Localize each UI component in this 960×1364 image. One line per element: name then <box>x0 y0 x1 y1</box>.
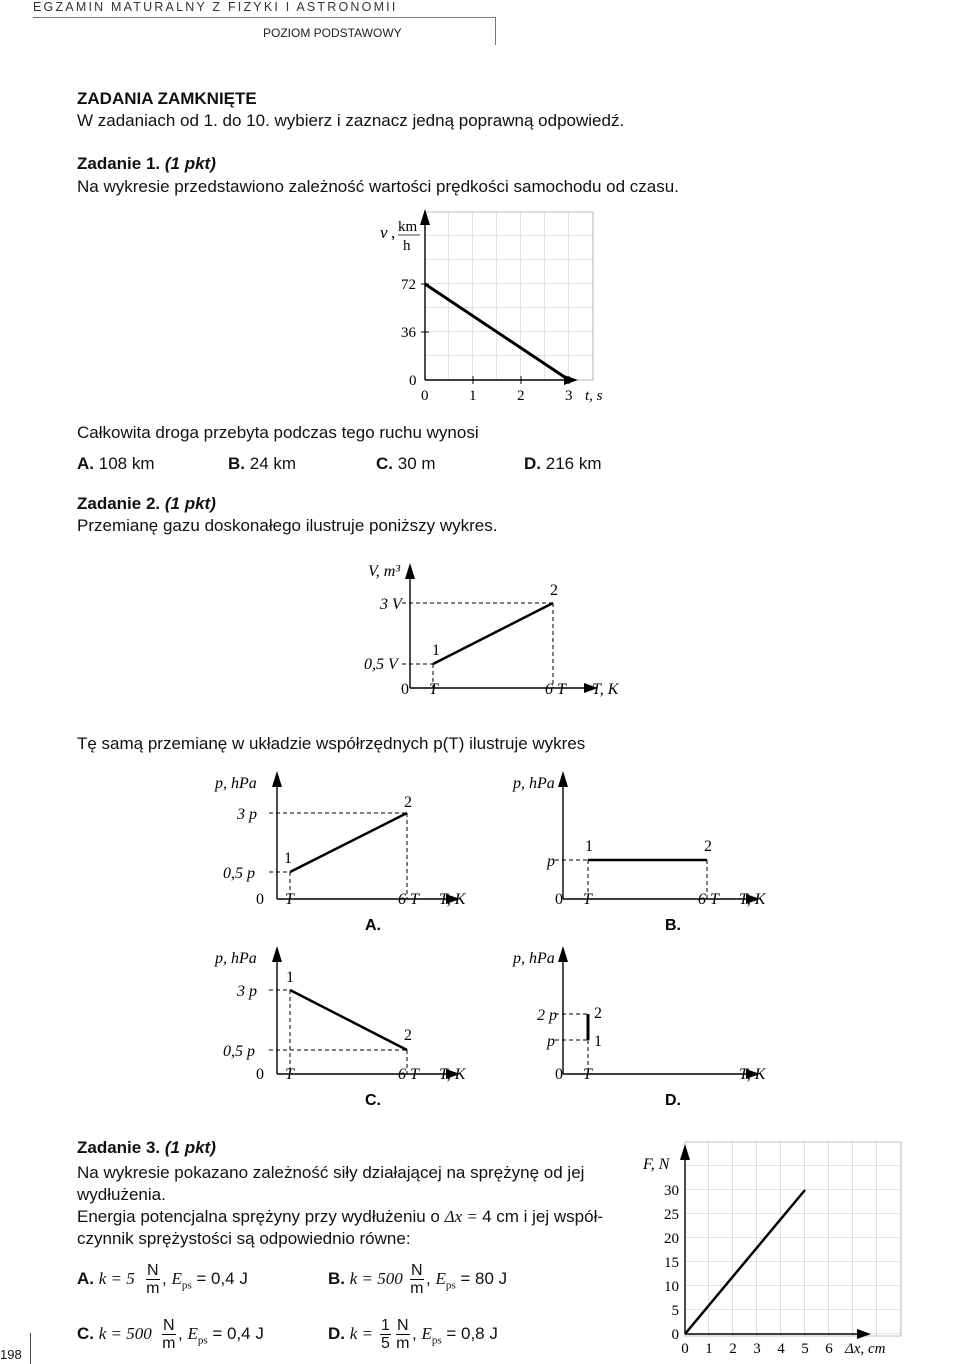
task3-heading <box>77 1137 216 1159</box>
energy-a: , $E_{ps} = 0,4$ J <box>162 1269 248 1292</box>
page-number: 198 <box>0 1347 22 1362</box>
x-tick: 6 <box>825 1341 833 1357</box>
task3-text-3: Energia potencjalna sprężyny przy wydłużeniu o Δx = 4 cm i jej współ- <box>77 1207 604 1226</box>
task3-option-a[interactable]: A. k = 5 <box>77 1269 135 1288</box>
point-1-label: 1 <box>286 969 294 986</box>
option-letter: A. <box>365 917 381 934</box>
y-tick: 30 <box>664 1183 679 1199</box>
task2-title: Zadanie 2. <box>77 494 161 513</box>
y-axis-label: p, hPa <box>215 950 257 967</box>
grid <box>425 212 593 380</box>
x-tick-6t: 6 T <box>698 891 719 908</box>
y-axis-label: p, hPa <box>513 775 555 792</box>
x-tick-0: 0 <box>401 681 409 698</box>
v-comma: , <box>391 223 396 242</box>
energy-d: , $E_{ps} = 0,8$ J <box>412 1324 498 1347</box>
task3-text-2: wydłużenia. <box>77 1185 166 1204</box>
x-tick-6t: 6 T <box>545 681 566 698</box>
unit-fraction: N m <box>146 1262 160 1297</box>
process-line <box>433 603 553 664</box>
y-tick: 10 <box>664 1279 679 1295</box>
x-tick-t: T <box>285 891 294 908</box>
x-tick-0: 0 <box>256 891 264 908</box>
y-tick-05v: 0,5 V <box>364 656 398 673</box>
y-axis-arrow-icon <box>272 771 282 787</box>
y-tick: 25 <box>664 1207 679 1223</box>
task3-title: Zadanie 3. <box>77 1138 161 1157</box>
x-axis-label: T, K <box>739 1066 766 1083</box>
energy-c: , $E_{ps} = 0,4$ J <box>178 1324 264 1347</box>
task2-vt-chart <box>340 555 640 705</box>
process-line <box>290 990 407 1050</box>
x-axis-label: T, K <box>439 891 466 908</box>
x-tick-3: 3 <box>565 388 573 404</box>
x-tick-t: T <box>583 1066 592 1083</box>
y-tick-3v: 3 V <box>380 596 402 613</box>
task3-force-chart <box>635 1140 910 1364</box>
task3-option-c[interactable]: C. k = 500 <box>77 1324 152 1343</box>
energy-b: , $E_{ps} = 80$ J <box>426 1269 508 1292</box>
x-tick-6t: 6 T <box>398 891 419 908</box>
x-tick: 5 <box>801 1341 809 1357</box>
exam-level: POZIOM PODSTAWOWY <box>263 26 402 40</box>
task3-text-4: czynnik sprężystości są odpowiednio równe: <box>77 1229 411 1248</box>
x-tick-0: 0 <box>256 1066 264 1083</box>
x-tick: 0 <box>681 1341 689 1357</box>
x-tick: 2 <box>729 1341 737 1357</box>
x-tick-2: 2 <box>517 388 525 404</box>
y-tick-0: 0 <box>409 373 417 389</box>
point-1-label: 1 <box>284 850 292 867</box>
y-tick: 20 <box>664 1231 679 1247</box>
y-tick: 5 <box>671 1303 679 1319</box>
y-tick: 15 <box>664 1255 679 1271</box>
x-tick-t: T <box>429 681 438 698</box>
y-tick: 0 <box>671 1327 679 1343</box>
exam-header: EGZAMIN MATURALNY Z FIZYKI I ASTRONOMII <box>33 0 398 14</box>
x-tick-0: 0 <box>421 388 429 404</box>
x-tick-1: 1 <box>469 388 477 404</box>
y-axis-label: F, N <box>643 1156 670 1173</box>
task2-points: (1 pkt) <box>164 494 216 513</box>
option-letter: B. <box>665 917 681 934</box>
y-tick: p <box>547 853 555 870</box>
x-axis-label: T, K <box>439 1066 466 1083</box>
task1-option-a[interactable]: A. 108 km <box>77 454 155 473</box>
task1-option-d[interactable]: D. 216 km <box>524 454 602 473</box>
y-tick: 2 p <box>537 1007 557 1024</box>
y-axis-label: p, hPa <box>215 775 257 792</box>
x-tick-6t: 6 T <box>398 1066 419 1083</box>
x-tick-t: T <box>583 891 592 908</box>
task3-points: (1 pkt) <box>164 1138 216 1157</box>
v-unit-num: km <box>398 219 418 235</box>
task1-heading <box>77 153 216 175</box>
y-tick-72: 72 <box>401 277 416 293</box>
y-tick: 3 p <box>237 806 257 823</box>
task2-option-c-chart[interactable] <box>195 940 485 1115</box>
x-tick-0: 0 <box>555 891 563 908</box>
task2-option-b-chart[interactable] <box>495 765 785 940</box>
y-axis-label: p, hPa <box>513 950 555 967</box>
x-tick-t: T <box>285 1066 294 1083</box>
y-axis-arrow-icon <box>558 946 568 962</box>
y-tick: 0,5 p <box>223 1043 255 1060</box>
y-axis-arrow-icon <box>558 771 568 787</box>
v-label: v <box>380 223 388 242</box>
unit-fraction: N m <box>410 1262 424 1297</box>
task1-option-c[interactable]: C. 30 m <box>376 454 436 473</box>
x-axis-label: t, s <box>585 388 603 404</box>
page-number-rule <box>30 1333 31 1364</box>
y-axis-label: V, m³ <box>368 563 401 580</box>
option-letter: C. <box>365 1092 381 1109</box>
section-title: ZADANIA ZAMKNIĘTE <box>77 89 257 108</box>
point-1-label: 1 <box>594 1033 602 1050</box>
x-tick-0: 0 <box>555 1066 563 1083</box>
v-unit-den: h <box>403 238 411 254</box>
x-tick: 4 <box>777 1341 785 1357</box>
y-tick: 0,5 p <box>223 865 255 882</box>
task2-option-a-chart[interactable] <box>195 765 485 940</box>
k-fraction: 1 5 <box>381 1317 390 1352</box>
point-1-label: 1 <box>585 838 593 855</box>
point-2-label: 2 <box>594 1005 602 1022</box>
x-axis-label: T, K <box>592 681 619 698</box>
task2-heading <box>77 493 216 515</box>
task1-text: Na wykresie przedstawiono zależność wartości prędkości samochodu od czasu. <box>77 177 679 196</box>
point-2-label: 2 <box>404 794 412 811</box>
task2-text: Przemianę gazu doskonałego ilustruje poniższy wykres. <box>77 516 498 535</box>
y-tick-36: 36 <box>401 325 416 341</box>
task3-text-1: Na wykresie pokazano zależność siły działającej na sprężynę od jej <box>77 1163 585 1182</box>
y-axis-arrow-icon <box>405 563 415 579</box>
section-instruction: W zadaniach od 1. do 10. wybierz i zaznacz jedną poprawną odpowiedź. <box>77 111 625 130</box>
task2-question: Tę samą przemianę w układzie współrzędnych p(T) ilustruje wykres <box>77 734 586 753</box>
task1-velocity-chart <box>360 205 620 405</box>
y-tick: 3 p <box>237 983 257 1000</box>
y-tick: p <box>547 1033 555 1050</box>
task1-question: Całkowita droga przebyta podczas tego ruchu wynosi <box>77 423 479 442</box>
option-letter: D. <box>665 1092 681 1109</box>
point-2-label: 2 <box>704 838 712 855</box>
x-tick: 1 <box>705 1341 713 1357</box>
x-axis-label: Δx, cm <box>845 1341 886 1357</box>
task1-option-b[interactable]: B. 24 km <box>228 454 297 473</box>
point-2-label: 2 <box>404 1027 412 1044</box>
header-rule-vertical <box>495 17 496 45</box>
header-rule <box>33 17 496 18</box>
task2-option-d-chart[interactable] <box>495 940 785 1115</box>
task3-option-d[interactable]: D. k = <box>328 1324 374 1343</box>
point-2-label: 2 <box>550 582 558 599</box>
y-axis-arrow-icon <box>272 946 282 962</box>
task1-points: (1 pkt) <box>164 154 216 173</box>
task3-option-b[interactable]: B. k = 500 <box>328 1269 403 1288</box>
process-line <box>290 813 407 872</box>
unit-fraction: N m <box>162 1317 176 1352</box>
grid <box>685 1142 901 1336</box>
point-1-label: 1 <box>432 642 440 659</box>
x-tick: 3 <box>753 1341 761 1357</box>
task1-title: Zadanie 1. <box>77 154 161 173</box>
unit-fraction: N m <box>396 1317 410 1352</box>
x-axis-label: T, K <box>739 891 766 908</box>
